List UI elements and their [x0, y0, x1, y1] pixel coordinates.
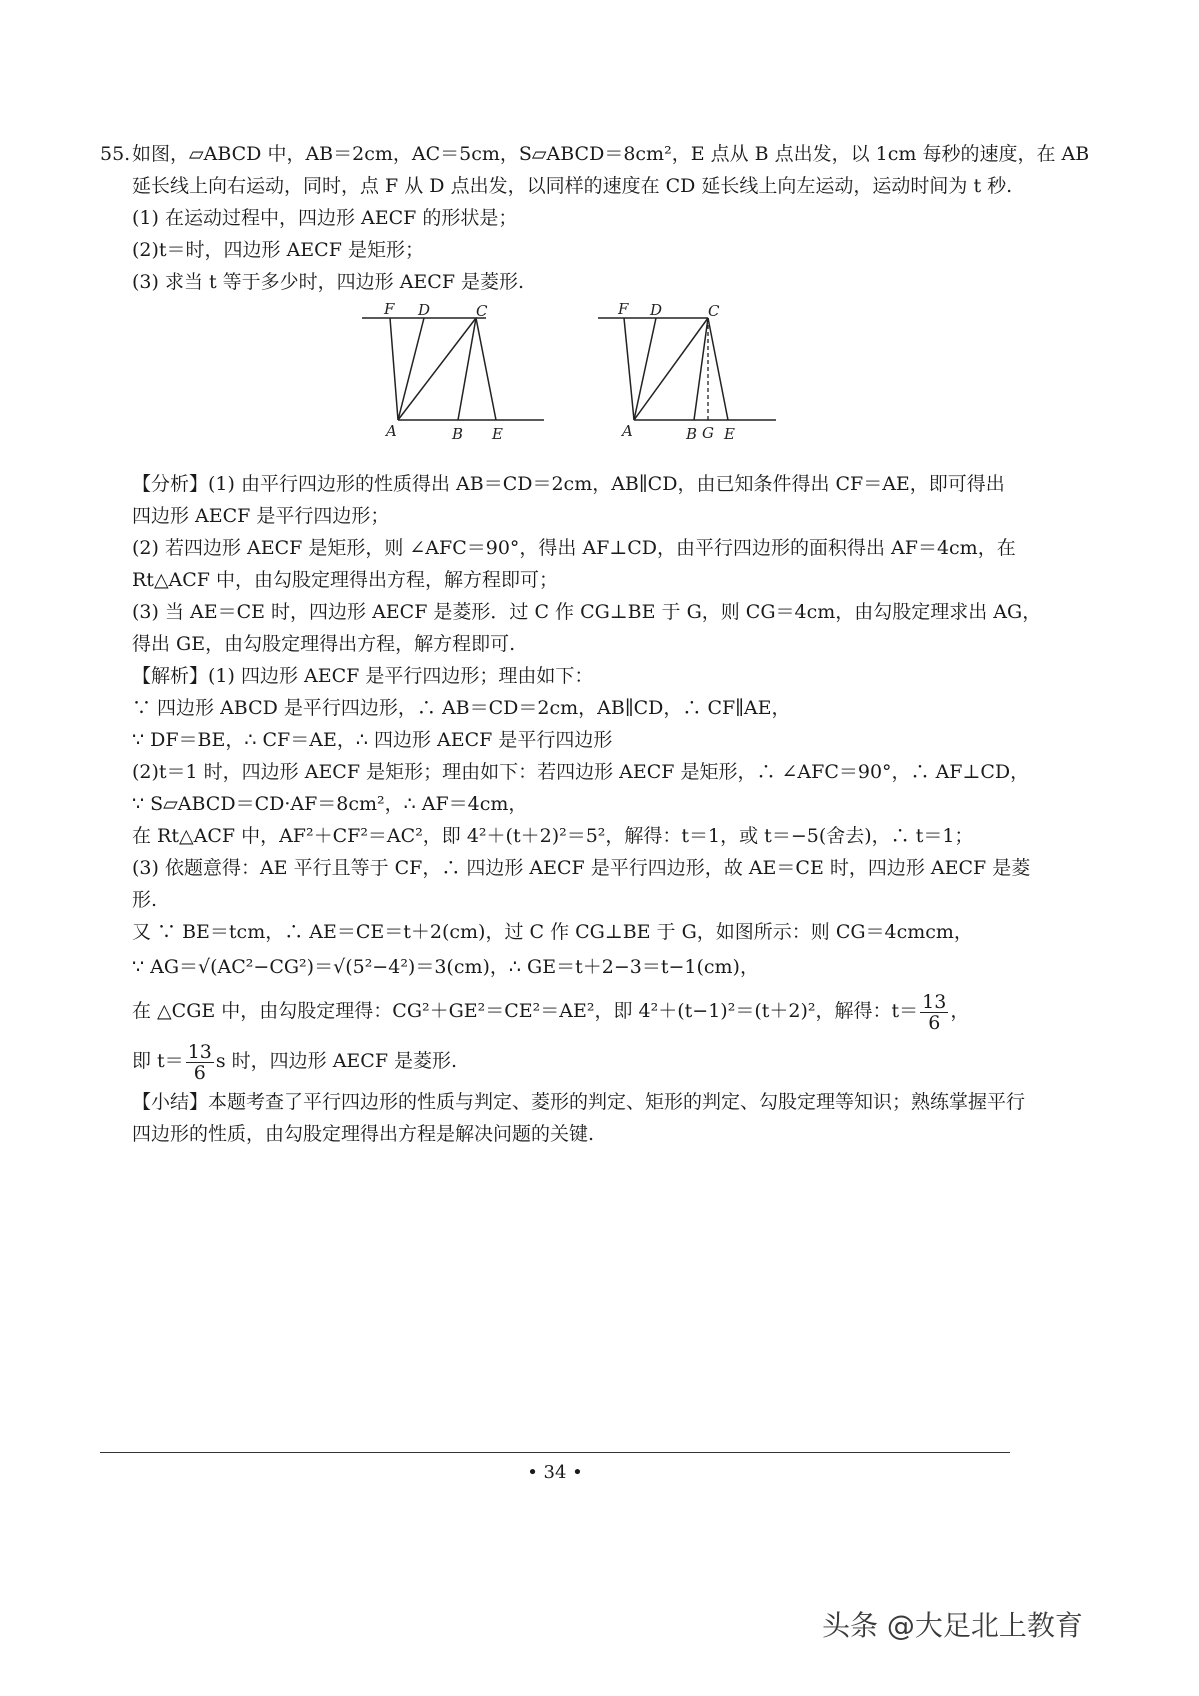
- analysis-line-3: (2) 若四边形 AECF 是矩形，则 ∠AFC＝90°，得出 AF⊥CD，由平行四边形的面积得出 AF＝4cm，在: [132, 537, 1016, 559]
- fraction: $\frac{13}{6}$: [922, 990, 947, 1034]
- solution-line-5: ∵ S▱ABCD＝CD·AF＝8cm²，∴ AF＝4cm，: [132, 793, 528, 815]
- summary-label: 【小结】: [132, 1091, 209, 1113]
- solution-line-6: 在 Rt△ACF 中，AF²＋CF²＝AC²，即 4²＋(t＋2)²＝5²，解得：t＝1，或 t＝−5(舍去)，∴ t＝1；: [132, 825, 974, 847]
- figure-right: [594, 302, 794, 452]
- solution-line-3: ∵ DF＝BE，∴ CF＝AE，∴ 四边形 AECF 是平行四边形: [132, 729, 613, 751]
- label-A: A: [622, 422, 633, 440]
- analysis-label: 【分析】: [132, 473, 209, 495]
- solution-line-1: 【解析】(1) 四边形 AECF 是平行四边形；理由如下：: [132, 665, 594, 687]
- label-D: D: [650, 302, 663, 319]
- label-E: E: [492, 425, 503, 442]
- analysis-line-6: 得出 GE，由勾股定理得出方程，解方程即可.: [132, 633, 516, 655]
- page-number: • 34 •: [527, 1462, 583, 1483]
- analysis-line-1: 【分析】(1) 由平行四边形的性质得出 AB＝CD＝2cm，AB∥CD，由已知条件得出 CF＝AE，即可得出: [132, 473, 1005, 495]
- label-B: B: [452, 425, 464, 442]
- solution-line-4: (2)t＝1 时，四边形 AECF 是矩形；理由如下：若四边形 AECF 是矩形，∴ ∠AFC＝90°，∴ AF⊥CD，: [132, 761, 1030, 783]
- sub-question-1: (1) 在运动过程中，四边形 AECF 的形状是；: [132, 207, 518, 229]
- solution-line-9: 又 ∵ BE＝tcm，∴ AE＝CE＝t＋2(cm)，过 C 作 CG⊥BE 于 G，如图所示：则 CG＝4cmcm，: [132, 921, 973, 943]
- label-F: F: [384, 302, 395, 318]
- solution-line-11: 在 △CGE 中，由勾股定理得：CG²＋GE²＝CE²＝AE²，即 4²＋(t−1)²＝(t＋2)²，解得：t＝ $\frac{13}{6}$ ，: [132, 990, 970, 1034]
- sub-question-2: (2)t＝时，四边形 AECF 是矩形；: [132, 239, 424, 261]
- analysis-line-2: 四边形 AECF 是平行四边形；: [132, 505, 390, 527]
- solution-line-8: 形.: [132, 889, 158, 911]
- label-B: B: [686, 425, 698, 442]
- footer-rule: [100, 1452, 1010, 1453]
- label-A: A: [386, 422, 397, 440]
- sub-question-3: (3) 求当 t 等于多少时，四边形 AECF 是菱形.: [132, 271, 525, 293]
- label-E: E: [724, 425, 735, 442]
- label-D: D: [418, 302, 431, 319]
- analysis-line-4: Rt△ACF 中，由勾股定理得出方程，解方程即可；: [132, 569, 559, 591]
- fraction: $\frac{13}{6}$: [187, 1040, 212, 1084]
- summary-line-2: 四边形的性质，由勾股定理得出方程是解决问题的关键.: [132, 1123, 595, 1145]
- question-line-1: 55.如图，▱ABCD 中，AB＝2cm，AC＝5cm，S▱ABCD＝8cm²，E 点从 B 点出发，以 1cm 每秒的速度，在 AB: [100, 138, 1100, 170]
- figures: [100, 302, 1100, 462]
- question-line-2: 延长线上向右运动，同时，点 F 从 D 点出发，以同样的速度在 CD 延长线上向左运动，运动时间为 t 秒.: [132, 175, 1013, 197]
- summary-line-1: 【小结】本题考查了平行四边形的性质与判定、菱形的判定、矩形的判定、勾股定理等知识；熟练掌握平行: [132, 1091, 1026, 1113]
- watermark: 头条 @大足北上教育: [822, 1609, 1083, 1642]
- figure-left: [358, 302, 558, 452]
- label-C: C: [476, 302, 488, 320]
- solution-line-2: ∵ 四边形 ABCD 是平行四边形，∴ AB＝CD＝2cm，AB∥CD，∴ CF∥AE，: [132, 697, 791, 719]
- content-area: [100, 138, 1100, 1150]
- solution-line-7: (3) 依题意得：AE 平行且等于 CF，∴ 四边形 AECF 是平行四边形，故 AE＝CE 时，四边形 AECF 是菱: [132, 857, 1031, 879]
- solution-line-12: 即 t＝ $\frac{13}{6}$ s 时，四边形 AECF 是菱形.: [132, 1040, 458, 1084]
- question-number: 55.: [100, 143, 131, 165]
- label-F: F: [618, 302, 629, 318]
- label-C: C: [708, 302, 720, 320]
- analysis-line-5: (3) 当 AE＝CE 时，四边形 AECF 是菱形．过 C 作 CG⊥BE 于 G，则 CG＝4cm，由勾股定理求出 AG，: [132, 601, 1042, 623]
- solution-label: 【解析】: [132, 665, 209, 687]
- label-G: G: [702, 424, 714, 442]
- solution-line-10: ∵ AG＝√(AC²−CG²)＝√(5²−4²)＝3(cm)，∴ GE＝t＋2−3＝t−1(cm)，: [132, 956, 759, 978]
